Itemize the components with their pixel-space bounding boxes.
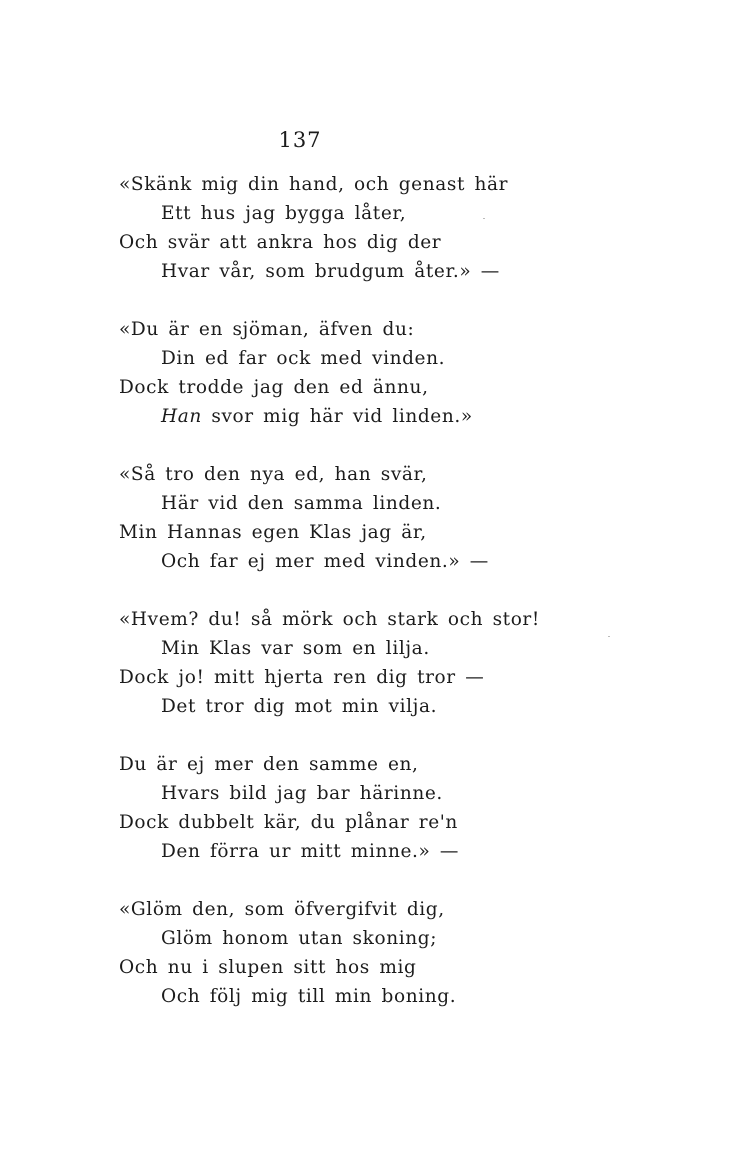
verse-line-text: Din ed far ock med vinden. [161, 348, 446, 369]
verse-line [119, 460, 619, 489]
stanza [119, 315, 619, 431]
verse-line-text: Och svär att ankra hos dig der [119, 232, 442, 253]
verse-line-text: Den förra ur mitt minne.» — [161, 841, 460, 862]
verse-line [119, 924, 619, 953]
verse-line-text: Ett hus jag bygga låter, [161, 203, 407, 224]
verse-line [119, 605, 619, 634]
verse-line [119, 750, 619, 779]
verse-line [119, 808, 619, 837]
verse-line-text: svor mig här vid linden.» [201, 406, 473, 427]
verse-line [119, 228, 619, 257]
emphasized-word: Han [161, 406, 202, 427]
verse-line [119, 634, 619, 663]
verse-line-text: «Hvem? du! så mörk och stark och stor! [119, 609, 540, 630]
verse-line [119, 518, 619, 547]
verse-line [119, 692, 619, 721]
verse-line [119, 953, 619, 982]
verse-line-text: Och far ej mer med vinden.» — [161, 551, 489, 572]
stanza [119, 750, 619, 866]
poem-body [119, 170, 619, 1040]
verse-line [119, 344, 619, 373]
verse-line-text: Dock dubbelt kär, du plånar re'n [119, 812, 458, 833]
verse-line-text: Glöm honom utan skoning; [161, 928, 438, 949]
verse-line [119, 489, 619, 518]
verse-line [119, 373, 619, 402]
verse-line-text: Dock jo! mitt hjerta ren dig tror — [119, 667, 485, 688]
verse-line-text: «Skänk mig din hand, och genast här [119, 174, 509, 195]
stanza [119, 895, 619, 1011]
verse-line-text: Och följ mig till min boning. [161, 986, 457, 1007]
verse-line-text: «Glöm den, som öfvergifvit dig, [119, 899, 445, 920]
verse-line [119, 779, 619, 808]
verse-line [119, 199, 619, 228]
verse-line-text: Min Klas var som en lilja. [161, 638, 430, 659]
verse-line-text: Och nu i slupen sitt hos mig [119, 957, 417, 978]
verse-line [119, 982, 619, 1011]
paper-speck [608, 636, 610, 637]
verse-line [119, 257, 619, 286]
verse-line [119, 663, 619, 692]
verse-line-text: Hvars bild jag bar härinne. [161, 783, 443, 804]
stanza [119, 460, 619, 576]
paper-speck [483, 218, 485, 219]
verse-line [119, 837, 619, 866]
verse-line-text: Min Hannas egen Klas jag är, [119, 522, 427, 543]
verse-line [119, 315, 619, 344]
verse-line-text: Dock trodde jag den ed ännu, [119, 377, 429, 398]
verse-line-text: Hvar vår, som brudgum åter.» — [161, 261, 500, 282]
verse-line-text: Det tror dig mot min vilja. [161, 696, 438, 717]
verse-line-text: «Så tro den nya ed, han svär, [119, 464, 428, 485]
verse-line [119, 170, 619, 199]
verse-line [119, 895, 619, 924]
verse-line-text: Du är ej mer den samme en, [119, 754, 419, 775]
page-number: 137 [278, 128, 322, 152]
stanza [119, 605, 619, 721]
verse-line-text: Här vid den samma linden. [161, 493, 442, 514]
verse-line [119, 547, 619, 576]
stanza [119, 170, 619, 286]
verse-line-text: «Du är en sjöman, äfven du: [119, 319, 415, 340]
verse-line [119, 402, 619, 431]
